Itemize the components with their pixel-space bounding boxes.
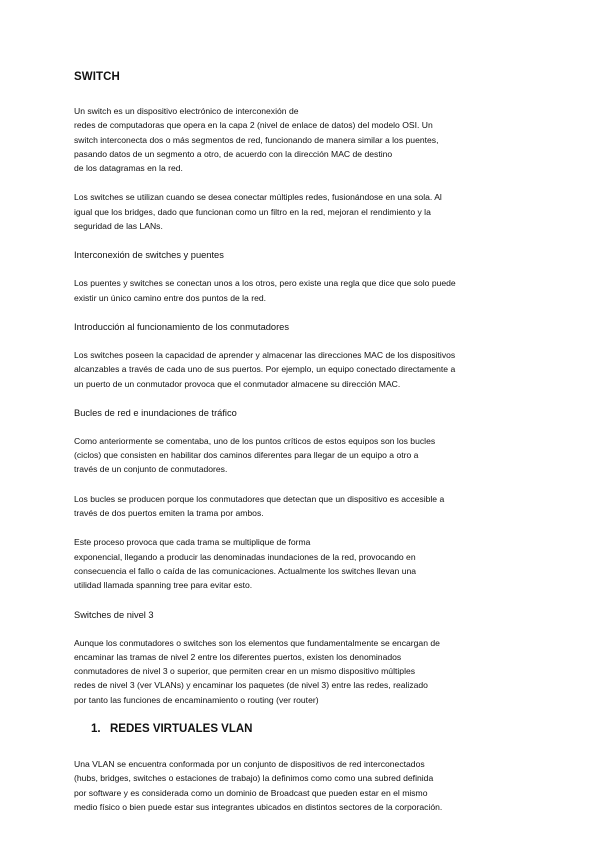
text-line: utilidad llamada spanning tree para evitar esto.	[74, 580, 253, 591]
text-line: Una VLAN se encuentra conformada por un conjunto de dispositivos de red interconectados	[74, 759, 425, 770]
vlan-paragraph	[74, 757, 514, 814]
text-line: través de dos puertos emiten la trama por ambos.	[74, 508, 264, 519]
section-heading-interconnection: Interconexión de switches y puentes	[74, 250, 224, 261]
text-line: través de un conjunto de conmutadores.	[74, 464, 228, 475]
document-body	[74, 70, 514, 829]
text-line: (ciclos) que consisten en habilitar dos caminos diferentes para llegar de un equipo a otro a	[74, 450, 419, 461]
text-line: un puerto de un conmutador provoca que el conmutador almacene su dirección MAC.	[74, 378, 401, 389]
text-line: Un switch es un dispositivo electrónico de interconexión de	[74, 106, 299, 116]
vlan-heading-number: 1.	[91, 723, 101, 736]
text-line: exponencial, llegando a producir las denominadas inundaciones de la red, provocando en	[74, 551, 416, 562]
loops-paragraph-1	[74, 434, 514, 477]
layer3-paragraph	[74, 636, 514, 707]
text-line: por tanto las funciones de encaminamiento o routing (ver router)	[74, 694, 319, 705]
section-heading-layer3: Switches de nivel 3	[74, 609, 154, 620]
text-line: redes de computadoras que opera en la capa 2 (nivel de enlace de datos) del modelo OSI. Un	[74, 120, 433, 131]
intro-paragraph	[74, 104, 514, 175]
text-line: Este proceso provoca que cada trama se multiplique de forma	[74, 537, 311, 548]
text-line: medio físico o bien puede estar sus integrantes ubicados en distintos sectores de la corporación.	[74, 801, 443, 812]
text-line: seguridad de las LANs.	[74, 221, 163, 232]
loops-paragraph-2	[74, 492, 514, 521]
text-line: Los puentes y switches se conectan unos a los otros, pero existe una regla que dice que solo puede	[74, 278, 456, 289]
vlan-heading-text: REDES VIRTUALES VLAN	[110, 723, 253, 736]
text-line: consecuencia el fallo o caída de las comunicaciones. Actualmente los switches llevan una	[74, 565, 417, 576]
text-line: encaminar las tramas de nivel 2 entre los diferentes puertos, existen los denominados	[74, 651, 402, 662]
vlan-heading	[91, 722, 514, 737]
text-line: (hubs, bridges, switches o estaciones de trabajo) la definimos como como una subred definida	[74, 773, 434, 784]
loops-paragraph-3	[74, 535, 514, 592]
document-title: SWITCH	[74, 71, 120, 83]
text-line: igual que los bridges, dado que funcionan como un filtro en la red, mejoran el rendimiento y la	[74, 206, 431, 217]
text-line: pasando datos de un segmento a otro, de acuerdo con la dirección MAC de destino	[74, 148, 393, 159]
section-heading-operation: Introducción al funcionamiento de los conmutadores	[74, 321, 289, 332]
text-line: existir un único camino entre dos puntos de la red.	[74, 292, 267, 303]
text-line: Aunque los conmutadores o switches son los elementos que fundamentalmente se encargan de	[74, 637, 440, 648]
text-line: redes de nivel 3 (ver VLANs) y encaminar los paquetes (de nivel 3) entre las redes, realizado	[74, 680, 428, 691]
text-line: Los switches se utilizan cuando se desea conectar múltiples redes, fusionándose en una sola. Al	[74, 192, 442, 203]
text-line: Como anteriormente se comentaba, uno de los puntos críticos de estos equipos son los bucles	[74, 435, 436, 446]
operation-paragraph	[74, 348, 514, 391]
text-line: Los switches poseen la capacidad de aprender y almacenar las direcciones MAC de los dispositivos	[74, 349, 456, 360]
text-line: switch interconecta dos o más segmentos de red, funcionando de manera similar a los puentes,	[74, 134, 439, 145]
text-line: por software y es considerada como un dominio de Broadcast que pueden estar en el mismo	[74, 787, 428, 798]
uses-paragraph	[74, 190, 514, 233]
text-line: alcanzables a través de cada uno de sus puertos. Por ejemplo, un equipo conectado directamente a	[74, 364, 456, 375]
text-line: Los bucles se producen porque los conmutadores que detectan que un dispositivo es accesible a	[74, 493, 445, 504]
text-line: conmutadores de nivel 3 o superior, que permiten crear en un mismo dispositivo múltiples	[74, 666, 416, 677]
interconnection-paragraph	[74, 276, 514, 305]
text-line: de los datagramas en la red.	[74, 163, 183, 174]
section-heading-loops: Bucles de red e inundaciones de tráfico	[74, 407, 237, 418]
